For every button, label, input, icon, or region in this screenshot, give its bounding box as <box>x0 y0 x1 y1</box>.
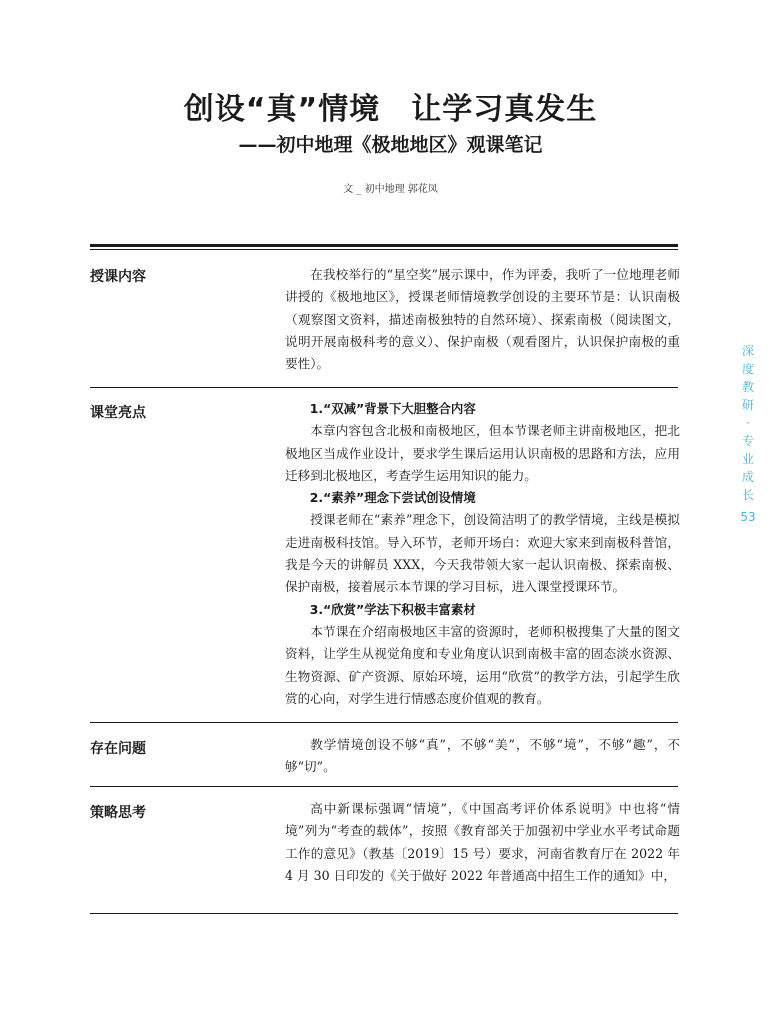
section-label-problems: 存在问题 <box>90 741 146 757</box>
sidebar-char: 专 <box>741 434 754 448</box>
article-subtitle: ——初中地理《极地地区》观课笔记 <box>238 134 543 156</box>
section-divider <box>90 786 678 787</box>
paragraph: 在我校举行的“星空奖”展示课中，作为评委，我听了一位地理老师讲授的《极地地区》，授课老师情境教学创设的主要环节是：认识南极（观察图文资料，描述南极独特的自然环境）、探索南极（阅读图文，说明开展南极科考的意义）、保护南极（观看图片，认识保护南极的重要性）。 <box>285 267 680 372</box>
section-label-highlights: 课堂亮点 <box>90 405 146 421</box>
top-double-rule <box>90 244 678 250</box>
sidebar-column-tag <box>736 342 760 526</box>
paragraph: 授课老师在“素养”理念下，创设简洁明了的教学情境，主线是模拟走进南极科技馆。导入环节，老师开场白：欢迎大家来到南极科普馆，我是今天的讲解员 XXX，今天我带领大家一起认识南极、探索南极、保护南极，接着展示本节课的学习目标，进入课堂授课环节。 <box>285 512 680 595</box>
sidebar-char: 度 <box>741 362 754 376</box>
article-title: 创设“真”情境 让学习真发生 <box>183 92 598 127</box>
subheading: 3.“欣赏”学法下积极丰富素材 <box>309 601 476 617</box>
paragraph: 教学情境创设不够“真”，不够“美”，不够“境”，不够“趣”，不够“切”。 <box>285 737 680 775</box>
sidebar-char: 业 <box>741 452 754 466</box>
section-label-strategy: 策略思考 <box>90 805 146 821</box>
byline: 文 _ 初中地理 郭花凤 <box>343 184 438 195</box>
section-body-content <box>285 264 680 375</box>
sidebar-char: 深 <box>741 344 754 358</box>
page-number: 53 <box>740 510 756 524</box>
subheading: 2.“素养”理念下尝试创设情境 <box>309 490 476 506</box>
sidebar-char: 研 <box>741 398 754 412</box>
section-body-strategy <box>285 798 680 887</box>
section-divider <box>90 387 678 388</box>
section-body-problems <box>285 734 680 779</box>
paragraph: 高中新课标强调“情境”，《中国高考评价体系说明》中也将“情境”列为“考查的载体”，按照《教育部关于加强初中学业水平考试命题工作的意见》（教基〔2019〕15 号）要求，河南省教育厅在 2022 年 4 月 30 日印发的《关于做好 2022 年普通高中招生工作的通知》中， <box>285 801 680 883</box>
section-body-highlights <box>285 398 680 710</box>
section-divider <box>90 722 678 723</box>
bottom-rule <box>90 913 678 914</box>
paragraph: 本章内容包含北极和南极地区，但本节课老师主讲南极地区，把北极地区当成作业设计，要求学生课后运用认识南极的思路和方法，应用迁移到北极地区，考查学生运用知识的能力。 <box>285 423 680 483</box>
sidebar-char: 长 <box>741 488 754 502</box>
subheading: 1.“双减”背景下大胆整合内容 <box>309 401 476 416</box>
section-label-content: 授课内容 <box>90 269 146 285</box>
sidebar-char: 成 <box>741 470 754 484</box>
sidebar-char: 教 <box>741 380 754 394</box>
sidebar-char: · <box>746 416 750 430</box>
paragraph: 本节课在介绍南极地区丰富的资源时，老师积极搜集了大量的图文资料，让学生从视觉角度和专业角度认识到南极丰富的固态淡水资源、生物资源、矿产资源、原始环境，运用“欣赏”的教学方法，引起学生欣赏的心向，对学生进行情感态度价值观的教育。 <box>285 623 680 706</box>
